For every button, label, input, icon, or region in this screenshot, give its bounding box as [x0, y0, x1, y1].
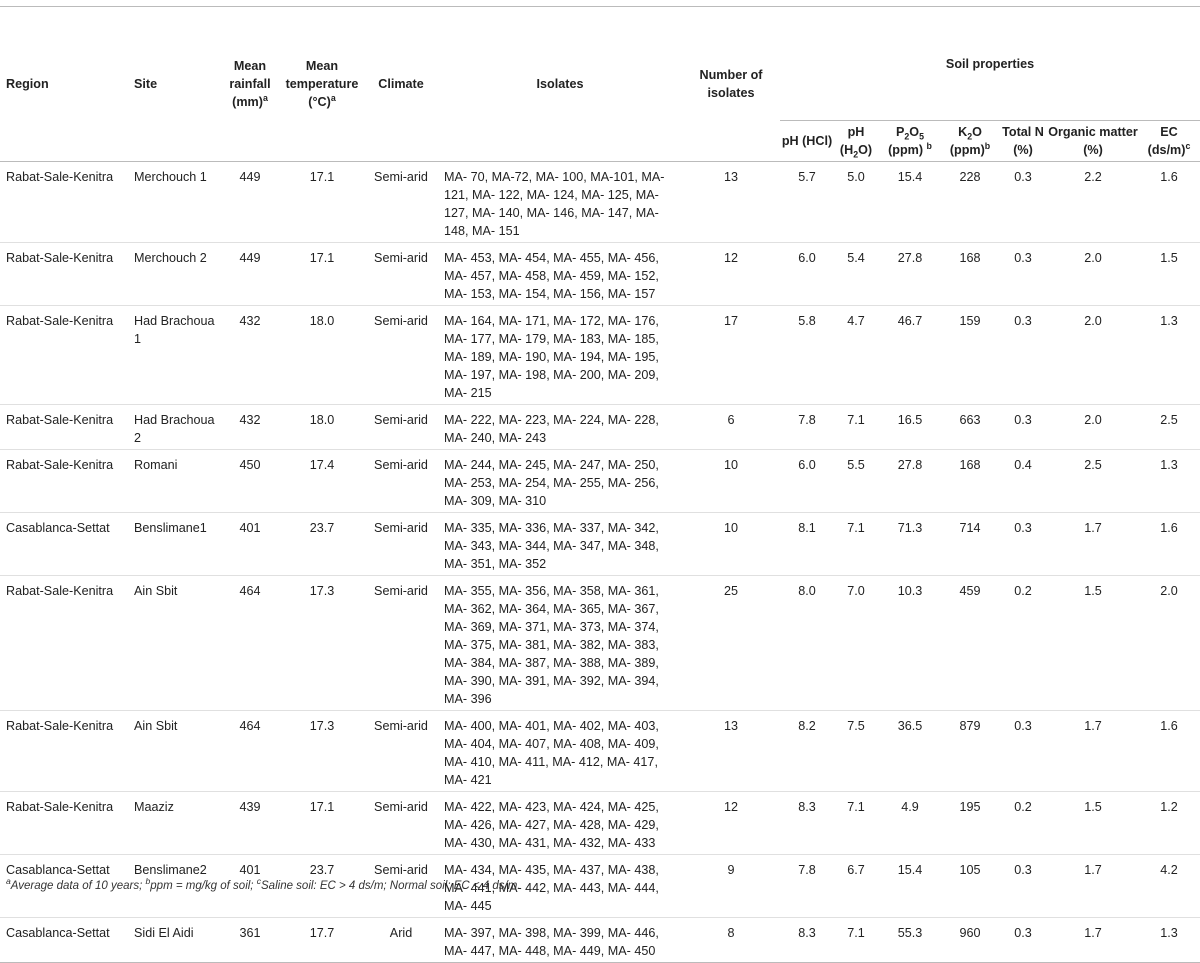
- cell-ph-h2o: 4.7: [847, 314, 865, 328]
- cell-p2o5: 71.3: [897, 521, 923, 535]
- cell-region: Rabat-Sale-Kenitra: [6, 584, 114, 598]
- cell-rainfall: 450: [239, 458, 261, 472]
- cell-p2o5: 27.8: [897, 458, 923, 472]
- cell-temperature: 17.3: [309, 719, 335, 733]
- cell-rainfall: 401: [239, 863, 261, 877]
- table-row: [0, 306, 1200, 405]
- cell-temperature: 17.3: [309, 584, 335, 598]
- cell-number: 12: [723, 800, 738, 814]
- cell-k2o: 228: [959, 170, 981, 184]
- cell-k2o: 168: [959, 458, 981, 472]
- cell-k2o: 960: [959, 926, 981, 940]
- cell-site: Sidi El Aidi: [134, 926, 194, 940]
- cell-ec: 1.3: [1160, 926, 1178, 940]
- cell-site: Maaziz: [134, 800, 174, 814]
- cell-site: Had Brachoua 1: [134, 314, 215, 346]
- cell-temperature: 17.1: [309, 251, 335, 265]
- cell-ph-hcl: 8.1: [798, 521, 816, 535]
- cell-site: Romani: [134, 458, 178, 472]
- cell-total-n: 0.4: [1014, 458, 1032, 472]
- cell-isolates: MA- 222, MA- 223, MA- 224, MA- 228, MA- 240, MA- 243: [444, 413, 659, 445]
- cell-rainfall: 449: [239, 170, 261, 184]
- cell-p2o5: 27.8: [897, 251, 923, 265]
- table-row: [0, 243, 1200, 306]
- cell-ph-hcl: 6.0: [798, 458, 816, 472]
- header-ph-hcl: pH (HCl): [781, 134, 833, 148]
- cell-isolates: MA- 335, MA- 336, MA- 337, MA- 342, MA- 343, MA- 344, MA- 347, MA- 348, MA- 351, MA- 352: [444, 521, 659, 571]
- cell-ph-h2o: 5.5: [847, 458, 865, 472]
- cell-k2o: 168: [959, 251, 981, 265]
- cell-site: Had Brachoua 2: [134, 413, 215, 445]
- cell-isolates: MA- 70, MA-72, MA- 100, MA-101, MA- 121, MA- 122, MA- 124, MA- 125, MA- 127, MA- 140, MA- 146, MA- 147, MA- 148, MA- 151: [444, 170, 665, 238]
- cell-rainfall: 464: [239, 584, 261, 598]
- table-row: [0, 405, 1200, 450]
- cell-number: 9: [727, 863, 735, 877]
- cell-rainfall: 439: [239, 800, 261, 814]
- cell-site: Merchouch 2: [134, 251, 207, 265]
- cell-site: Ain Sbit: [134, 719, 178, 733]
- cell-number: 8: [727, 926, 735, 940]
- header-rainfall: Mean rainfall (mm)$^a$: [229, 59, 271, 109]
- table-row: [0, 918, 1200, 963]
- cell-ph-hcl: 7.8: [798, 863, 816, 877]
- cell-ph-hcl: 8.3: [798, 800, 816, 814]
- cell-organic-matter: 2.0: [1084, 314, 1102, 328]
- cell-number: 13: [723, 170, 738, 184]
- cell-climate: Semi-arid: [374, 521, 428, 535]
- cell-p2o5: 16.5: [897, 413, 923, 427]
- cell-region: Rabat-Sale-Kenitra: [6, 800, 114, 814]
- cell-organic-matter: 2.5: [1084, 458, 1102, 472]
- cell-isolates: MA- 164, MA- 171, MA- 172, MA- 176, MA- 177, MA- 179, MA- 183, MA- 185, MA- 189, MA- 190, MA- 194, MA- 195, MA- 197, MA- 198, MA- 200, MA- 209, MA- 215: [444, 314, 659, 400]
- cell-number: 10: [723, 521, 738, 535]
- table-row: [0, 162, 1200, 243]
- cell-climate: Arid: [389, 926, 413, 940]
- cell-region: Rabat-Sale-Kenitra: [6, 314, 114, 328]
- header-climate: Climate: [378, 77, 424, 91]
- header-organic-matter: Organic matter (%): [1048, 125, 1138, 157]
- cell-number: 13: [723, 719, 738, 733]
- cell-site: Merchouch 1: [134, 170, 207, 184]
- cell-temperature: 17.7: [309, 926, 335, 940]
- cell-climate: Semi-arid: [374, 458, 428, 472]
- cell-total-n: 0.3: [1014, 314, 1032, 328]
- cell-ph-h2o: 7.1: [847, 926, 865, 940]
- cell-isolates: MA- 355, MA- 356, MA- 358, MA- 361, MA- 362, MA- 364, MA- 365, MA- 367, MA- 369, MA- 371, MA- 373, MA- 374, MA- 375, MA- 381, MA- 382, MA- 383, MA- 384, MA- 387, MA- 388, MA- 389, MA- 390, MA- 391, MA- 392, MA- 394, MA- 396: [444, 584, 659, 706]
- cell-temperature: 23.7: [309, 521, 335, 535]
- header-ec: EC $(ds/m)^c$: [1147, 125, 1191, 157]
- header-ph-h2o: pH $(H_2O)$: [839, 125, 873, 160]
- cell-total-n: 0.3: [1014, 413, 1032, 427]
- cell-total-n: 0.3: [1014, 170, 1032, 184]
- cell-k2o: 879: [959, 719, 981, 733]
- cell-region: Casablanca-Settat: [6, 863, 110, 877]
- cell-rainfall: 449: [239, 251, 261, 265]
- cell-ec: 2.5: [1160, 413, 1178, 427]
- cell-p2o5: 55.3: [897, 926, 923, 940]
- cell-ec: 1.5: [1160, 251, 1178, 265]
- cell-organic-matter: 1.5: [1084, 800, 1102, 814]
- cell-rainfall: 361: [239, 926, 261, 940]
- cell-rainfall: 432: [239, 413, 261, 427]
- cell-total-n: 0.3: [1014, 719, 1032, 733]
- cell-region: Casablanca-Settat: [6, 926, 110, 940]
- cell-ph-h2o: 7.0: [847, 584, 865, 598]
- cell-number: 6: [727, 413, 735, 427]
- cell-isolates: MA- 434, MA- 435, MA- 437, MA- 438, MA- 441, MA- 442, MA- 443, MA- 444, MA- 445: [444, 863, 659, 913]
- cell-rainfall: 464: [239, 719, 261, 733]
- cell-site: Ain Sbit: [134, 584, 178, 598]
- header-soil-properties: Soil properties: [945, 56, 1035, 71]
- header-temperature: Mean temperature $(^\circ C)^a$: [285, 59, 359, 109]
- cell-organic-matter: 1.5: [1084, 584, 1102, 598]
- cell-ph-h2o: 6.7: [847, 863, 865, 877]
- cell-temperature: 17.1: [309, 800, 335, 814]
- cell-total-n: 0.3: [1014, 863, 1032, 877]
- cell-number: 10: [723, 458, 738, 472]
- cell-ec: 1.3: [1160, 458, 1178, 472]
- cell-site: Benslimane2: [134, 863, 207, 877]
- cell-k2o: 663: [959, 413, 981, 427]
- table-row: [0, 711, 1200, 792]
- cell-isolates: MA- 397, MA- 398, MA- 399, MA- 446, MA- 447, MA- 448, MA- 449, MA- 450: [444, 926, 659, 958]
- cell-climate: Semi-arid: [374, 170, 428, 184]
- cell-ec: 1.6: [1160, 719, 1178, 733]
- cell-ec: 4.2: [1160, 863, 1178, 877]
- cell-organic-matter: 1.7: [1084, 521, 1102, 535]
- cell-temperature: 23.7: [309, 863, 335, 877]
- cell-ph-hcl: 5.8: [798, 314, 816, 328]
- cell-ph-hcl: 8.2: [798, 719, 816, 733]
- cell-ph-hcl: 8.3: [798, 926, 816, 940]
- header-number-of-isolates: Number of isolates: [699, 68, 763, 100]
- soil-properties-table: [0, 6, 1200, 963]
- cell-number: 12: [723, 251, 738, 265]
- cell-rainfall: 401: [239, 521, 261, 535]
- cell-isolates: MA- 400, MA- 401, MA- 402, MA- 403, MA- 404, MA- 407, MA- 408, MA- 409, MA- 410, MA- 411, MA- 412, MA- 417, MA- 421: [444, 719, 659, 787]
- cell-k2o: 159: [959, 314, 981, 328]
- cell-ec: 1.6: [1160, 521, 1178, 535]
- cell-climate: Semi-arid: [374, 800, 428, 814]
- cell-ph-h2o: 7.5: [847, 719, 865, 733]
- table-row: [0, 576, 1200, 711]
- cell-total-n: 0.2: [1014, 800, 1032, 814]
- cell-climate: Semi-arid: [374, 413, 428, 427]
- cell-ph-h2o: 7.1: [847, 800, 865, 814]
- cell-organic-matter: 2.2: [1084, 170, 1102, 184]
- cell-region: Rabat-Sale-Kenitra: [6, 170, 114, 184]
- cell-climate: Semi-arid: [374, 719, 428, 733]
- cell-p2o5: 46.7: [897, 314, 923, 328]
- cell-ph-hcl: 8.0: [798, 584, 816, 598]
- cell-climate: Semi-arid: [374, 314, 428, 328]
- header-region: Region: [6, 77, 49, 91]
- cell-ph-h2o: 7.1: [847, 521, 865, 535]
- cell-total-n: 0.2: [1014, 584, 1032, 598]
- cell-isolates: MA- 422, MA- 423, MA- 424, MA- 425, MA- 426, MA- 427, MA- 428, MA- 429, MA- 430, MA- 431, MA- 432, MA- 433: [444, 800, 659, 850]
- cell-p2o5: 4.9: [901, 800, 919, 814]
- cell-ph-h2o: 5.0: [847, 170, 865, 184]
- cell-ph-hcl: 7.8: [798, 413, 816, 427]
- cell-region: Rabat-Sale-Kenitra: [6, 458, 114, 472]
- cell-total-n: 0.3: [1014, 251, 1032, 265]
- table-row: [0, 450, 1200, 513]
- cell-organic-matter: 1.7: [1084, 719, 1102, 733]
- cell-k2o: 714: [959, 521, 981, 535]
- cell-isolates: MA- 453, MA- 454, MA- 455, MA- 456, MA- 457, MA- 458, MA- 459, MA- 152, MA- 153, MA- 154, MA- 156, MA- 157: [444, 251, 659, 301]
- table-body: [0, 162, 1200, 963]
- cell-p2o5: 36.5: [897, 719, 923, 733]
- cell-climate: Semi-arid: [374, 584, 428, 598]
- cell-total-n: 0.3: [1014, 926, 1032, 940]
- header-total-n: Total N (%): [1002, 125, 1044, 157]
- cell-ph-hcl: 6.0: [798, 251, 816, 265]
- cell-k2o: 459: [959, 584, 981, 598]
- cell-total-n: 0.3: [1014, 521, 1032, 535]
- cell-temperature: 17.1: [309, 170, 335, 184]
- header-site: Site: [134, 77, 158, 91]
- cell-ec: 1.2: [1160, 800, 1178, 814]
- cell-climate: Semi-arid: [374, 251, 428, 265]
- header-p2o5: $P_2O_5$ (ppm) $^b$: [888, 125, 932, 157]
- table-footnote: $^a$Average data of 10 years; $^b$ppm = mg/kg of soil; $^c$Saline soil: EC > 4 ds/m; Normal soil: EC < 4 ds/m.: [6, 876, 521, 892]
- cell-organic-matter: 2.0: [1084, 251, 1102, 265]
- cell-organic-matter: 2.0: [1084, 413, 1102, 427]
- header-isolates: Isolates: [536, 77, 584, 91]
- cell-temperature: 17.4: [309, 458, 335, 472]
- cell-k2o: 105: [959, 863, 981, 877]
- cell-temperature: 18.0: [309, 413, 335, 427]
- table-header: [0, 7, 1200, 162]
- cell-ec: 1.6: [1160, 170, 1178, 184]
- table-row: [0, 792, 1200, 855]
- cell-organic-matter: 1.7: [1084, 863, 1102, 877]
- cell-region: Rabat-Sale-Kenitra: [6, 413, 114, 427]
- cell-k2o: 195: [959, 800, 981, 814]
- cell-ph-h2o: 7.1: [847, 413, 865, 427]
- cell-ec: 2.0: [1160, 584, 1178, 598]
- cell-p2o5: 15.4: [897, 170, 923, 184]
- cell-ph-h2o: 5.4: [847, 251, 865, 265]
- cell-region: Rabat-Sale-Kenitra: [6, 719, 114, 733]
- cell-p2o5: 10.3: [897, 584, 923, 598]
- header-k2o: $K_2O$ (ppm)$^b$: [949, 125, 991, 157]
- cell-region: Casablanca-Settat: [6, 521, 110, 535]
- cell-ec: 1.3: [1160, 314, 1178, 328]
- table-row: [0, 513, 1200, 576]
- cell-organic-matter: 1.7: [1084, 926, 1102, 940]
- cell-temperature: 18.0: [309, 314, 335, 328]
- cell-climate: Semi-arid: [374, 863, 428, 877]
- cell-region: Rabat-Sale-Kenitra: [6, 251, 114, 265]
- cell-rainfall: 432: [239, 314, 261, 328]
- cell-p2o5: 15.4: [897, 863, 923, 877]
- cell-ph-hcl: 5.7: [798, 170, 816, 184]
- cell-number: 25: [723, 584, 738, 598]
- cell-number: 17: [723, 314, 738, 328]
- cell-site: Benslimane1: [134, 521, 207, 535]
- cell-isolates: MA- 244, MA- 245, MA- 247, MA- 250, MA- 253, MA- 254, MA- 255, MA- 256, MA- 309, MA- 310: [444, 458, 659, 508]
